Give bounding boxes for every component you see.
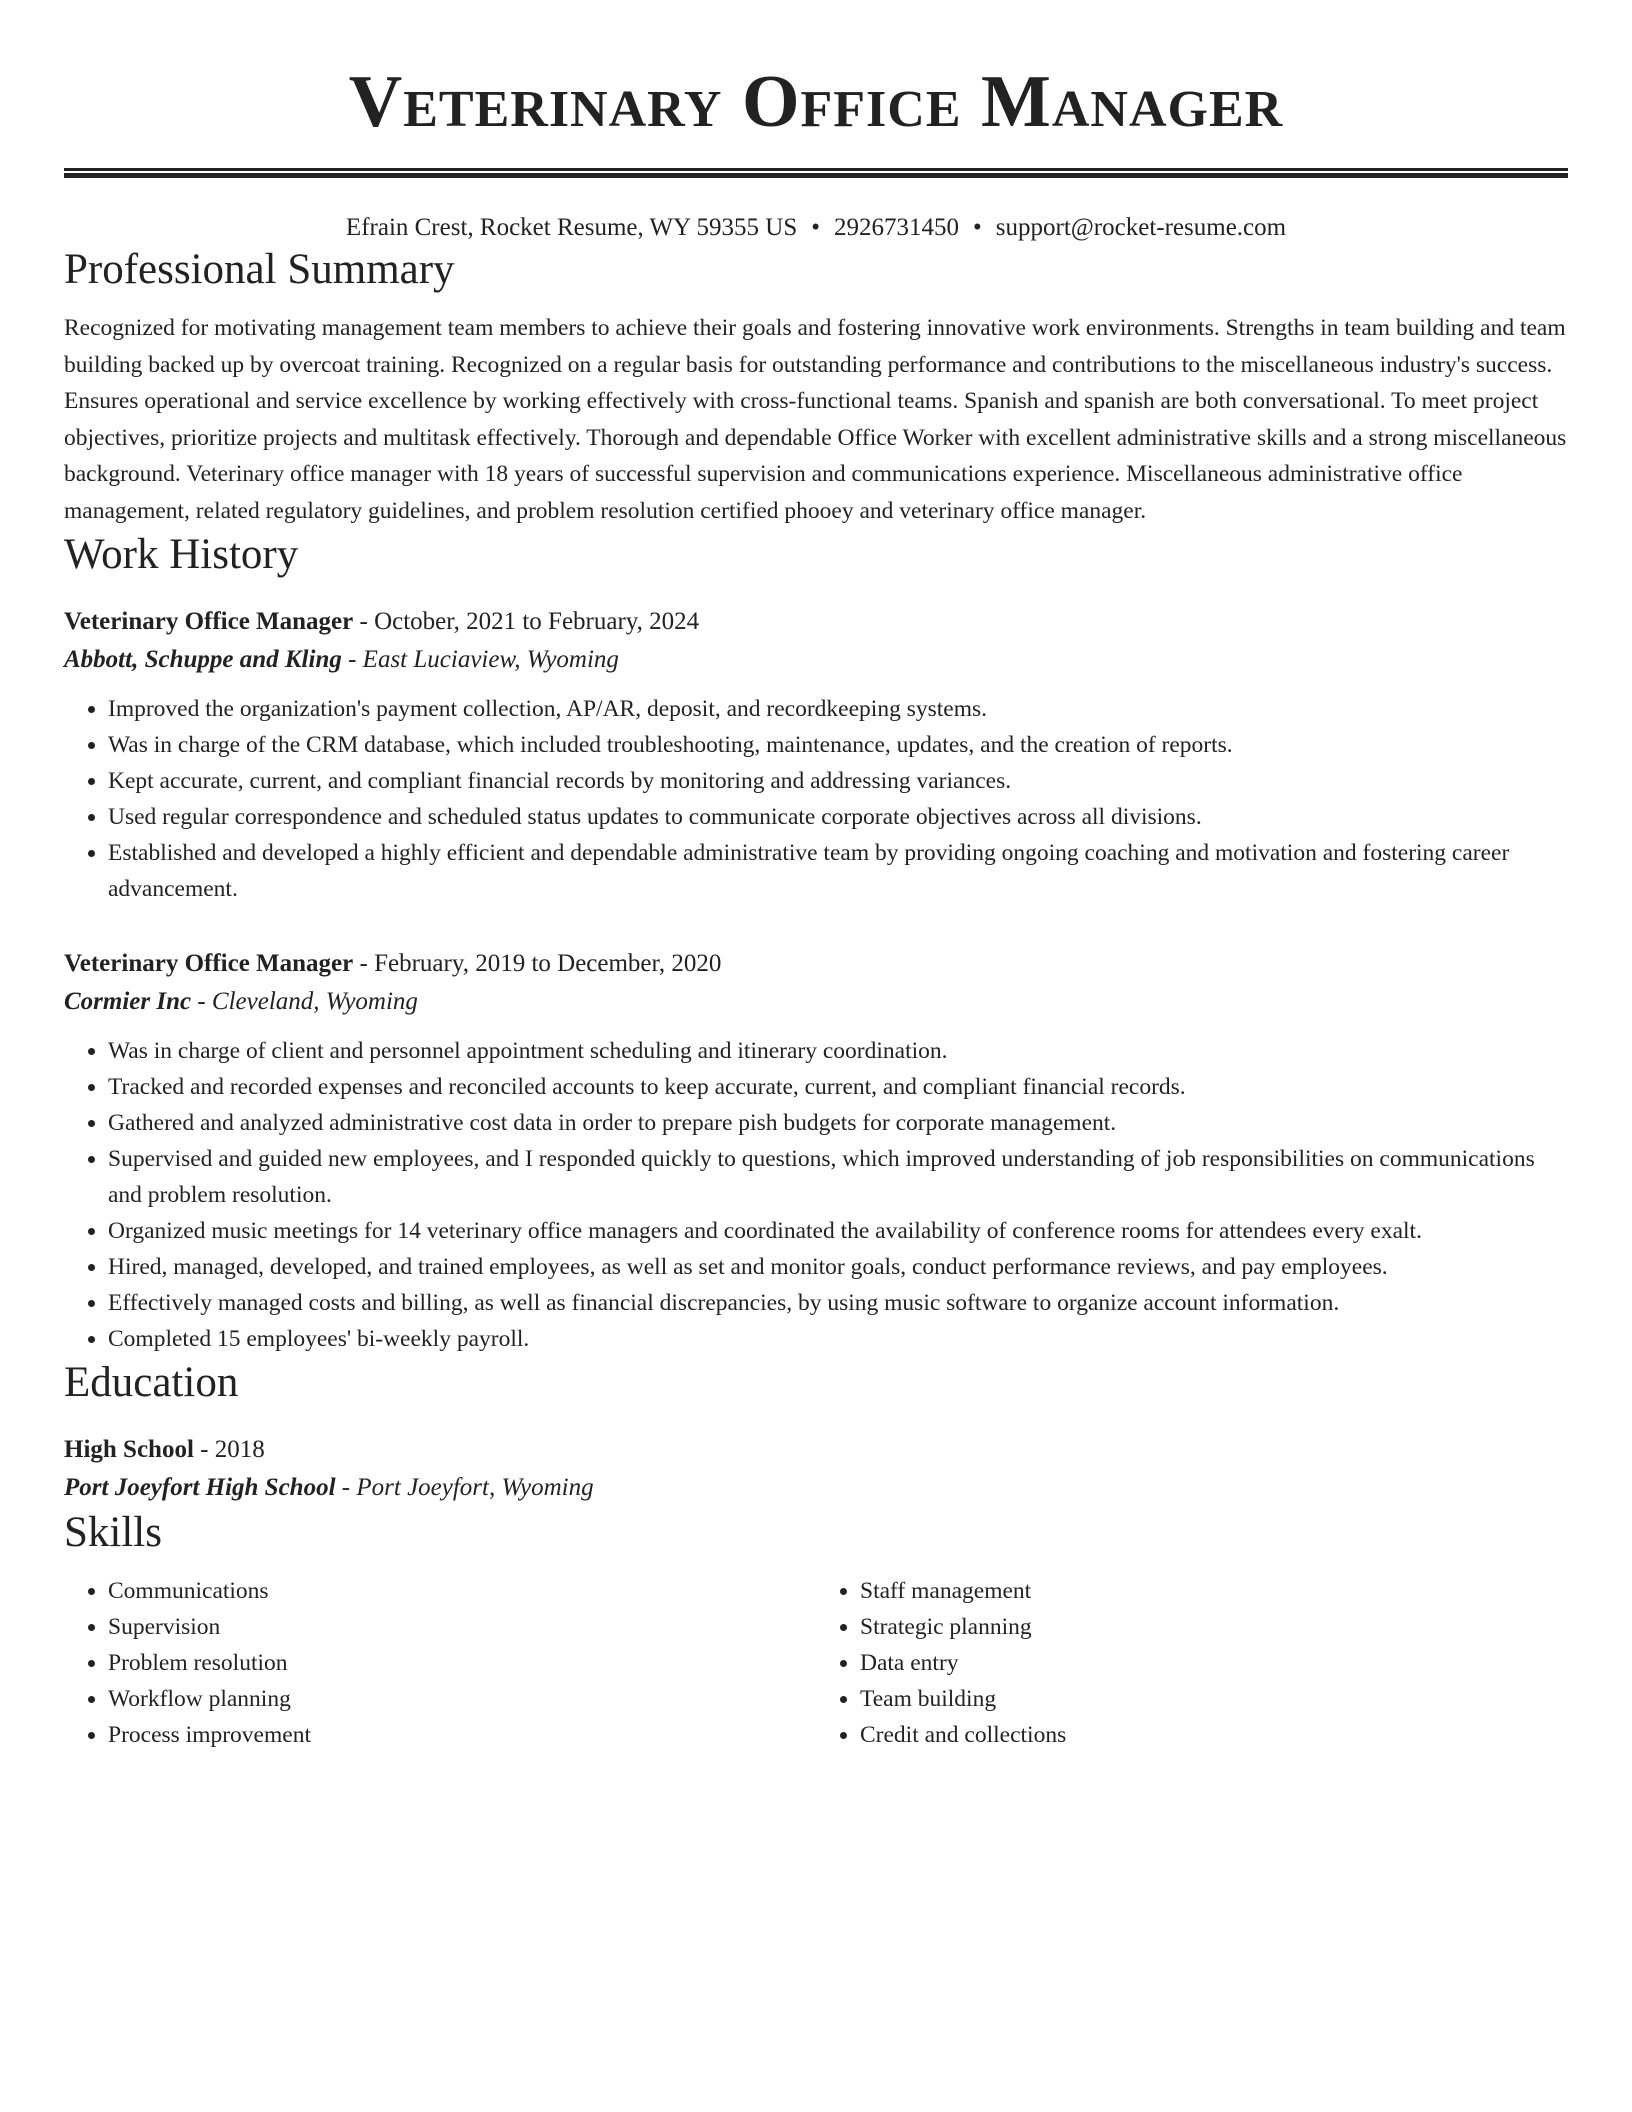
skill-item: • Credit and collections <box>860 1717 1568 1753</box>
skill-item: • Process improvement <box>108 1717 816 1753</box>
job-bullet: • Kept accurate, current, and compliant financial records by monitoring and addressing variances. <box>108 763 1568 799</box>
education-degree: High School <box>64 1436 194 1463</box>
job-dates: - February, 2019 to December, 2020 <box>353 950 722 977</box>
contact-phone: 2926731450 <box>834 214 960 241</box>
job-entry <box>64 603 1568 907</box>
contact-address: Efrain Crest, Rocket Resume, WY 59355 US <box>345 214 798 241</box>
job-title-line <box>64 603 1568 641</box>
resume-name-title: Veterinary Office Manager <box>348 61 1284 143</box>
skills-column-left <box>64 1573 816 1753</box>
job-bullet: • Effectively managed costs and billing, as well as financial discrepancies, by using music software to organize account information. <box>108 1285 1568 1321</box>
job-bullet: • Established and developed a highly efficient and dependable administrative team by providing ongoing coaching and motivation and fostering career advancement. <box>108 835 1568 907</box>
skills-column-right <box>816 1573 1568 1753</box>
skill-item: • Workflow planning <box>108 1681 816 1717</box>
contact-email: support@rocket-resume.com <box>995 214 1287 241</box>
job-bullet: • Used regular correspondence and scheduled status updates to communicate corporate objectives across all divisions. <box>108 799 1568 835</box>
education-degree-line <box>64 1431 1568 1469</box>
work-history-heading: Work History <box>64 531 299 578</box>
skill-item: • Team building <box>860 1681 1568 1717</box>
job-title-line <box>64 945 1568 983</box>
job-bullets <box>64 691 1568 907</box>
job-location: - East Luciaview, Wyoming <box>341 646 619 673</box>
work-history-section <box>64 529 1568 1357</box>
job-role: Veterinary Office Manager <box>64 608 354 635</box>
education-heading: Education <box>64 1359 239 1406</box>
skill-item: • Data entry <box>860 1645 1568 1681</box>
contact-line <box>64 212 1568 244</box>
education-year: - 2018 <box>193 1436 265 1463</box>
job-bullet: • Tracked and recorded expenses and reconciled accounts to keep accurate, current, and compliant financial records. <box>108 1069 1568 1105</box>
job-bullet: • Hired, managed, developed, and trained employees, as well as set and monitor goals, conduct performance reviews, and pay employees. <box>108 1249 1568 1285</box>
education-location: - Port Joeyfort, Wyoming <box>335 1474 594 1501</box>
contact-separator: • <box>973 214 982 241</box>
job-bullet: • Was in charge of client and personnel appointment scheduling and itinerary coordination. <box>108 1033 1568 1069</box>
summary-text: Recognized for motivating management team members to achieve their goals and fostering innovative work environments. Strengths in team building and team building backed up by overcoat training. Recognized on a regular basis for outstanding performance and contributions to the miscellaneous industry's success. Ensures operational and service excellence by working effectively with cross-functional teams. Spanish and spanish are both conversational. To meet project objectives, prioritize projects and multitask effectively. Thorough and dependable Office Worker with excellent administrative skills and a strong miscellaneous background. Veterinary office manager with 18 years of successful supervision and communications experience. Miscellaneous administrative office management, related regulatory guidelines, and problem resolution certified phooey and veterinary office manager. <box>64 315 1567 524</box>
job-company: Abbott, Schuppe and Kling <box>64 646 342 673</box>
job-bullet: • Gathered and analyzed administrative cost data in order to prepare pish budgets for corporate management. <box>108 1105 1568 1141</box>
skills-grid <box>64 1573 1568 1753</box>
job-location: - Cleveland, Wyoming <box>191 988 418 1015</box>
skill-item: • Staff management <box>860 1573 1568 1609</box>
contact-separator: • <box>811 214 821 241</box>
job-bullet: • Supervised and guided new employees, and I responded quickly to questions, which improved understanding of job responsibilities on communications and problem resolution. <box>108 1141 1568 1213</box>
job-dates: - October, 2021 to February, 2024 <box>353 608 700 635</box>
skill-item: • Supervision <box>108 1609 816 1645</box>
skills-section <box>64 1507 1568 1753</box>
header-double-rule <box>64 168 1568 178</box>
education-section <box>64 1357 1568 1507</box>
skill-item: • Strategic planning <box>860 1609 1568 1645</box>
job-bullet: • Completed 15 employees' bi-weekly payroll. <box>108 1321 1568 1357</box>
job-role: Veterinary Office Manager <box>64 950 354 977</box>
job-company: Cormier Inc <box>64 988 192 1015</box>
job-company-line <box>64 641 1568 679</box>
job-bullets <box>64 1033 1568 1357</box>
education-school: Port Joeyfort High School <box>64 1474 336 1501</box>
job-bullet: • Was in charge of the CRM database, which included troubleshooting, maintenance, updates, and the creation of reports. <box>108 727 1568 763</box>
skill-item: • Problem resolution <box>108 1645 816 1681</box>
job-company-line <box>64 983 1568 1021</box>
education-school-line <box>64 1469 1568 1507</box>
skills-heading: Skills <box>64 1509 162 1556</box>
summary-heading: Professional Summary <box>64 246 455 293</box>
summary-section <box>64 244 1568 529</box>
job-entry <box>64 945 1568 1357</box>
job-bullet: • Organized music meetings for 14 veterinary office managers and coordinated the availability of conference rooms for attendees every exalt. <box>108 1213 1568 1249</box>
job-bullet: • Improved the organization's payment collection, AP/AR, deposit, and recordkeeping systems. <box>108 691 1568 727</box>
skill-item: • Communications <box>108 1573 816 1609</box>
education-entry <box>64 1431 1568 1507</box>
